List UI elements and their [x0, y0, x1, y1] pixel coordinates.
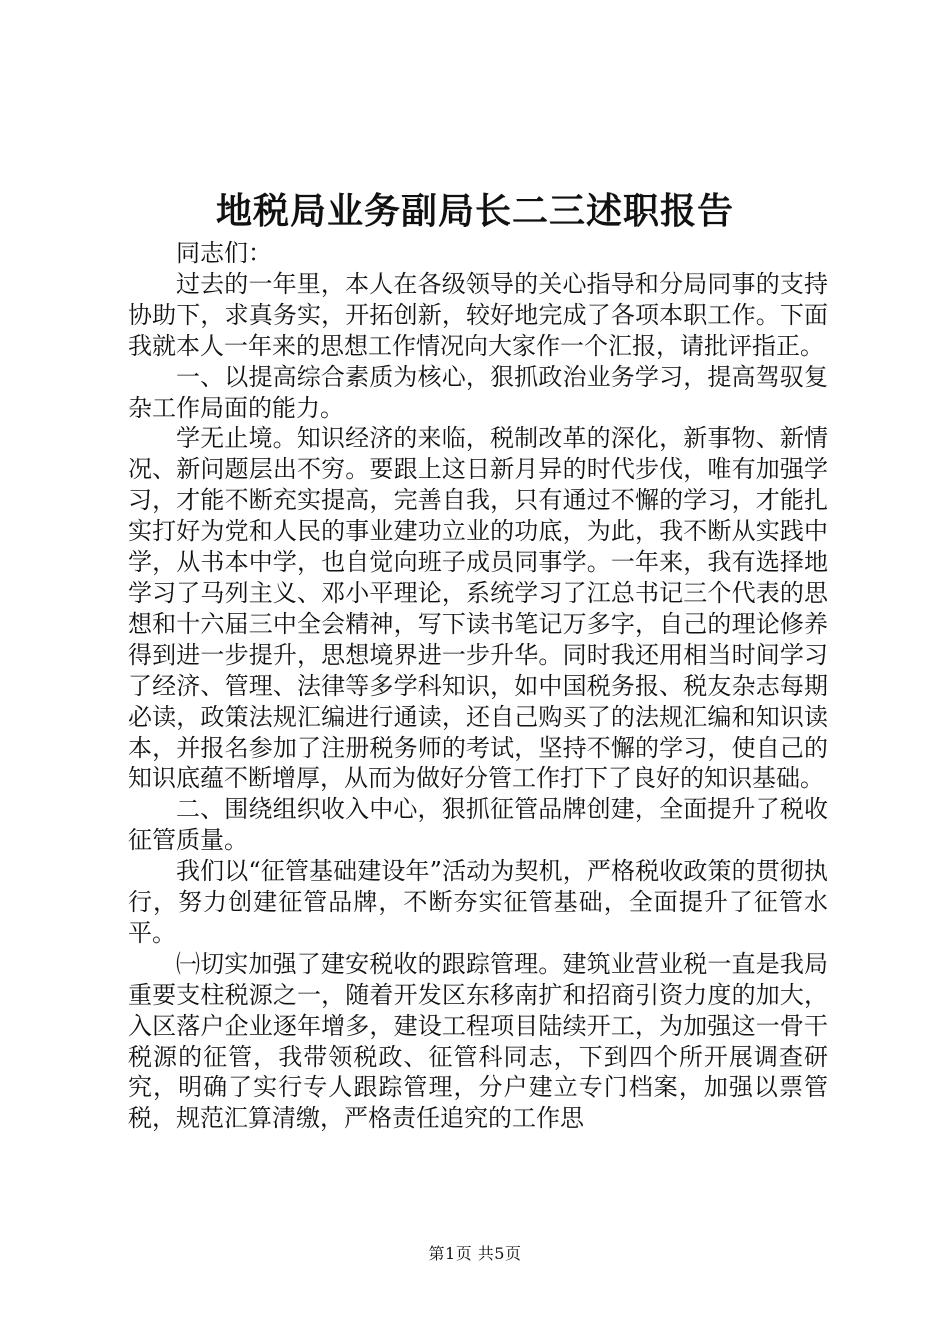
section-heading-2: 二、围绕组织收入中心，狠抓征管品牌创建，全面提升了税收征管质量。 [128, 795, 828, 855]
salutation: 同志们： [176, 239, 272, 267]
paragraph-study: 学无止境。知识经济的来临，税制改革的深化，新事物、新情况、新问题层出不穷。要跟上这日新月异的时代步伐，唯有加强学习，才能不断充实提高，完善自我，只有通过不懈的学习，才能扎实打好为党和人民的事业建功立业的功底，为此，我不断从实践中学，从书本中学，也自觉向班子成员同事学。一年来，我有选择地学习了马列主义、邓小平理论，系统学习了江总书记三个代表的思想和十六届三中全会精神，写下读书笔记万多字，自己的理论修养得到进一步提升，思想境界进一步升华。同时我还用相当时间学习了经济、管理、法律等多学科知识，如中国税务报、税友杂志每期必读，政策法规汇编进行通读，还自己购买了的法规汇编和知识读本，并报名参加了注册税务师的考试，坚持不懈的学习，使自己的知识底蕴不断增厚，从而为做好分管工作打下了良好的知识基础。 [128, 424, 828, 793]
paragraph-construction-tax: ㈠切实加强了建安税收的跟踪管理。建筑业营业税一直是我局重要支柱税源之一，随着开发区东移南扩和招商引资力度的加大，入区落户企业逐年增多，建设工程项目陆续开工，为加强这一骨干税源的征管，我带领税政、征管科同志，下到四个所开展调查研究，明确了实行专人跟踪管理，分户建立专门档案，加强以票管税，规范汇算清缴，严格责任追究的工作思 [128, 949, 828, 1133]
intro-paragraph: 过去的一年里，本人在各级领导的关心指导和分局同事的支持协助下，求真务实，开拓创新，较好地完成了各项本职工作。下面我就本人一年来的思想工作情况向大家作一个汇报，请批评指正。 [128, 269, 828, 360]
paragraph-campaign: 我们以“征管基础建设年”活动为契机，严格税收政策的贯彻执行，努力创建征管品牌，不断夯实征管基础，全面提升了征管水平。 [128, 857, 828, 947]
section-heading-1: 一、以提高综合素质为核心，狠抓政治业务学习，提高驾驭复杂工作局面的能力。 [128, 362, 828, 422]
page-number-footer: 第1页 共5页 [428, 1244, 522, 1263]
document-title: 地税局业务副局长二三述职报告 [215, 190, 734, 232]
document-body [128, 238, 828, 1134]
